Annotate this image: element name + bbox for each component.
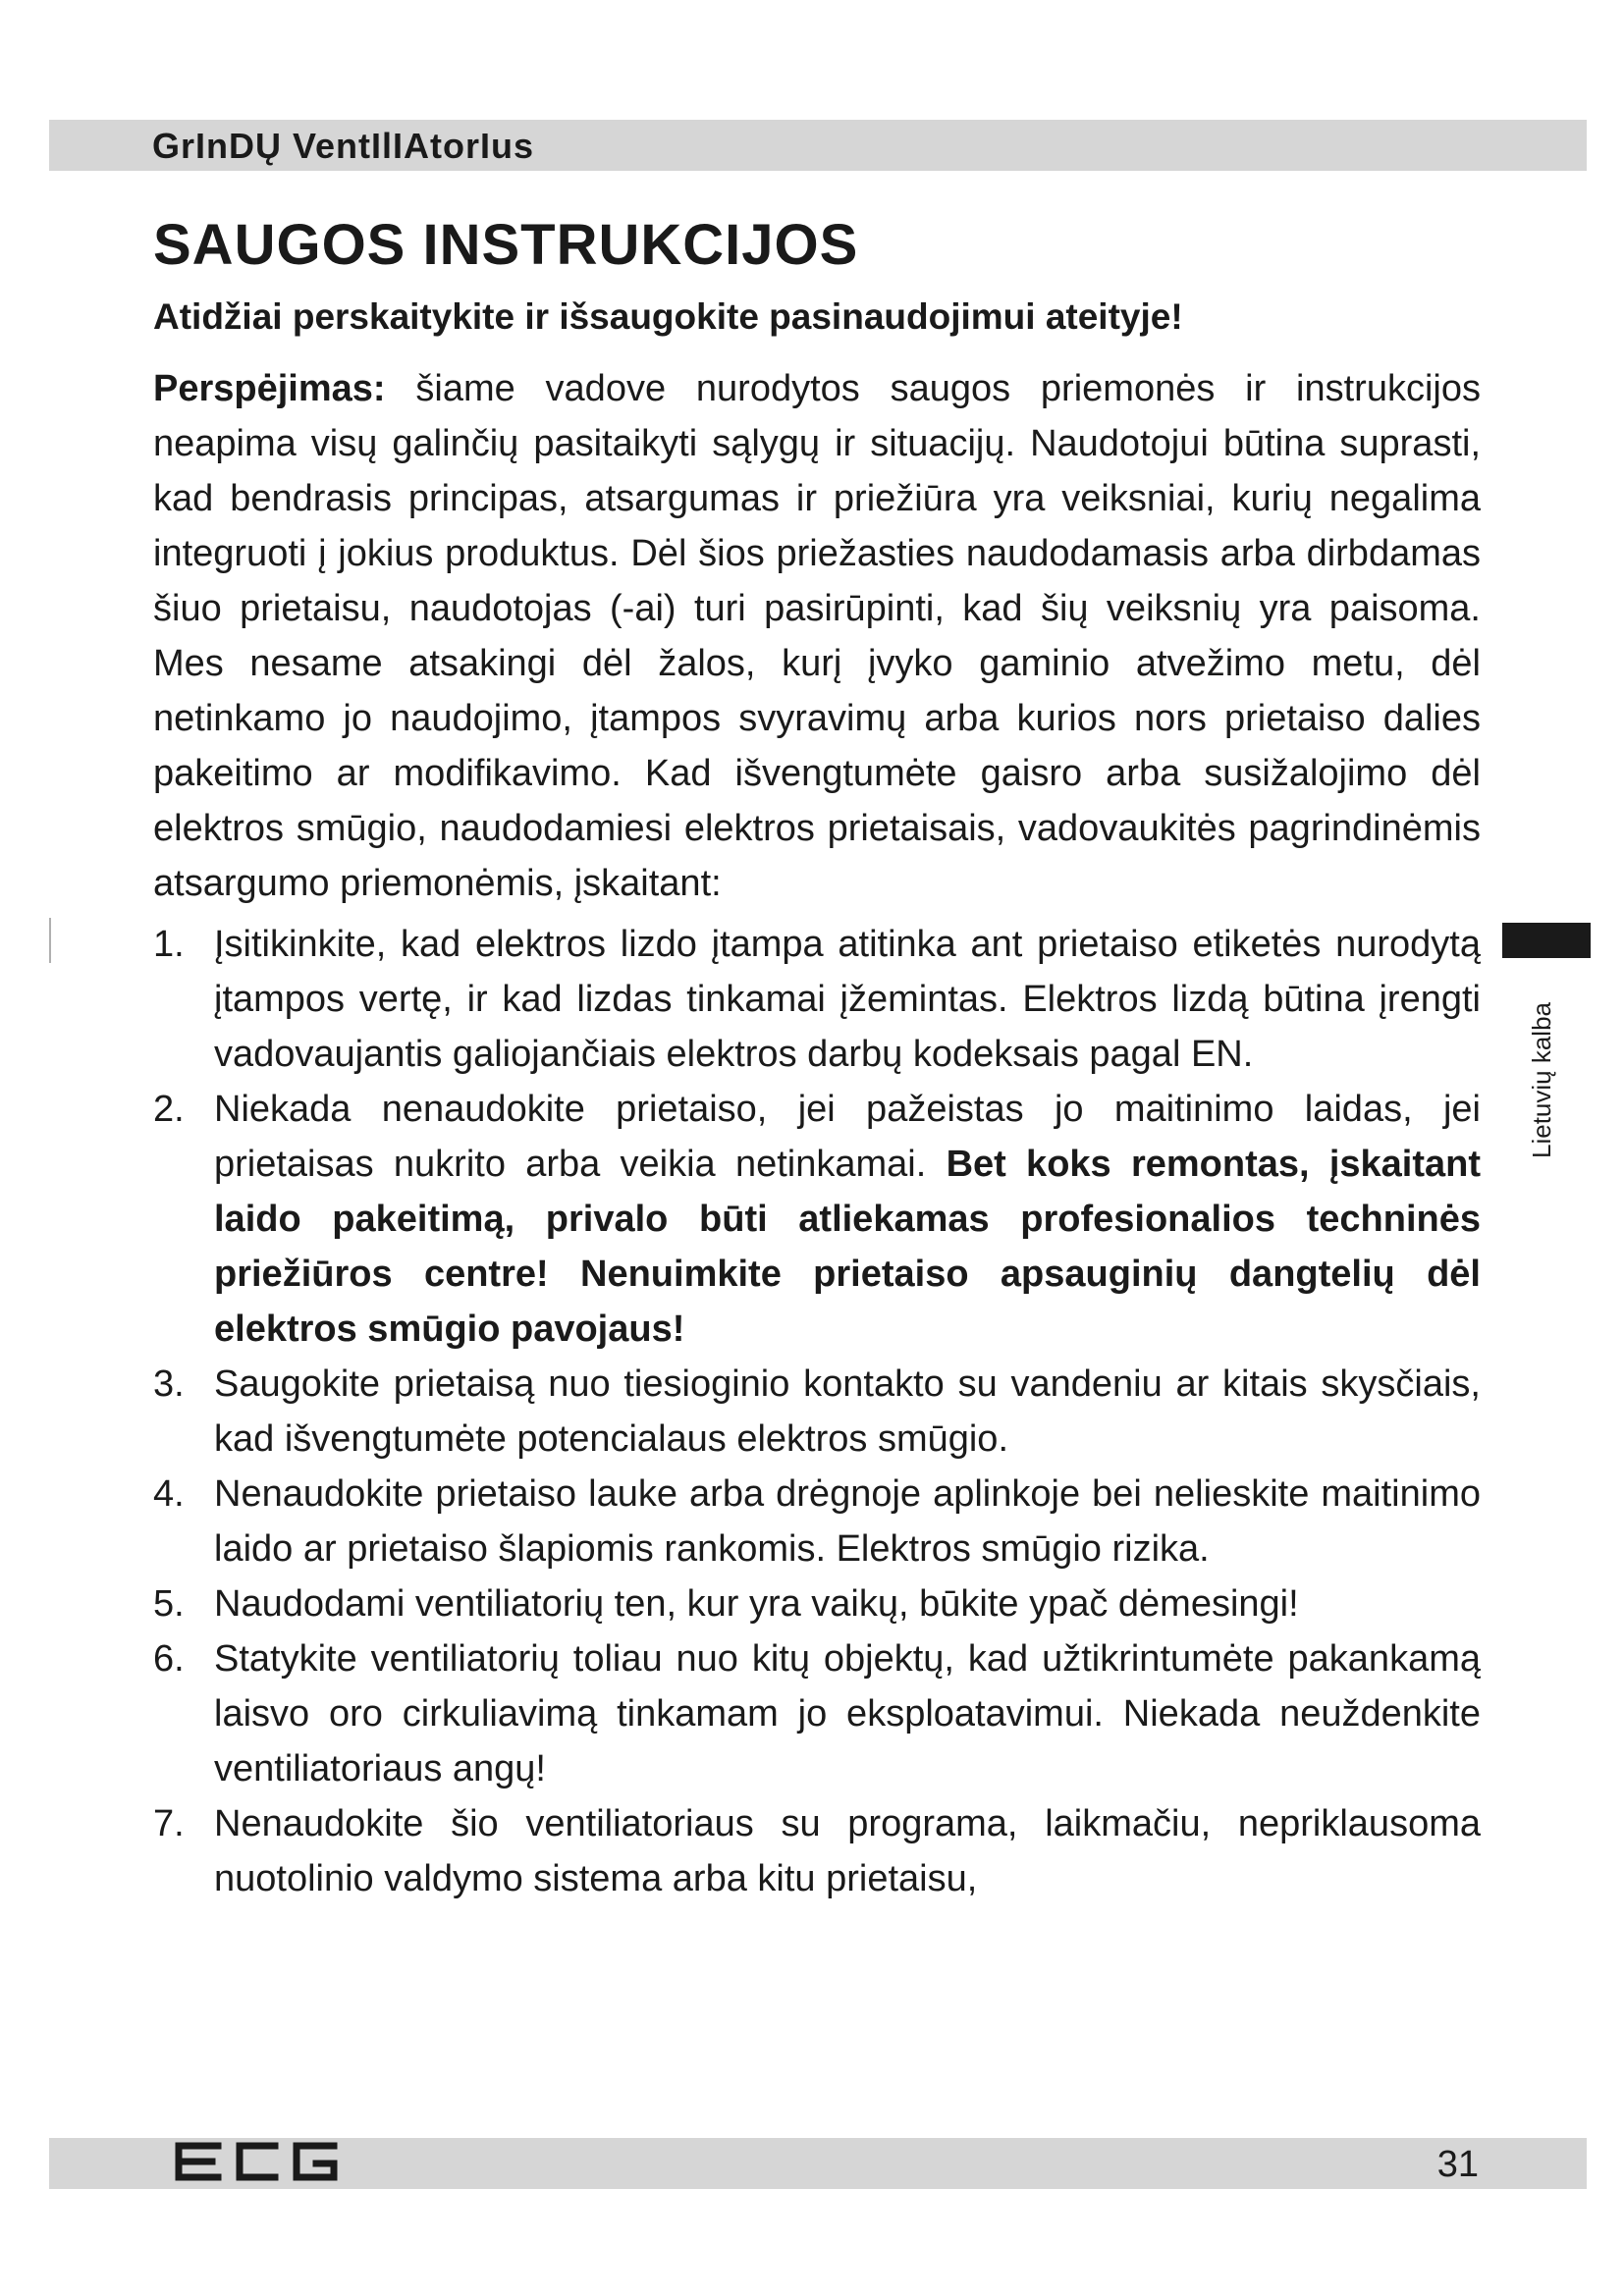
page-subtitle: Atidžiai perskaitykite ir išsaugokite pasinaudojimui ateityje!	[153, 295, 1183, 337]
page-title: SAUGOS INSTRUKCIJOS	[153, 213, 859, 277]
safety-list	[153, 917, 1481, 1906]
list-item	[153, 1357, 1481, 1467]
list-item	[153, 1576, 1481, 1631]
list-item-plain-text: Niekada nenaudokite prietaiso, jei pažeistas jo maitinimo laidas, jei prietaisas nukrito arba veikia netinkamai.	[214, 1089, 1481, 1186]
list-item-number: 7.	[153, 1803, 185, 1845]
list-item-text: Statykite ventiliatorių toliau nuo kitų objektų, kad užtikrintumėte pakankamą laisvo oro cirkuliavimą tinkamam jo eksploatavimui. Niekada neuždenkite ventiliatoriaus angų!	[214, 1638, 1481, 1790]
list-item-number: 2.	[153, 1089, 185, 1131]
header-title: GrInDŲ VentIlIAtorIus	[152, 126, 535, 166]
warning-paragraph	[153, 361, 1481, 911]
language-tab-marker	[1502, 923, 1591, 958]
list-item-text: Įsitikinkite, kad elektros lizdo įtampa atitinka ant prietaiso etiketės nurodytą įtampos vertę, ir kad lizdas tinkamai įžemintas. Elektros lizdą būtina įrengti vadovaujantis galiojančiais elektros darbų kodeksais pagal EN.	[214, 924, 1481, 1076]
footer-bar	[49, 2138, 1587, 2189]
list-item-number: 3.	[153, 1363, 185, 1406]
list-item-text	[214, 1082, 1481, 1357]
list-item-text: Saugokite prietaisą nuo tiesioginio kontakto su vandeniu ar kitais skysčiais, kad išvengtumėte potencialaus elektros smūgio.	[214, 1363, 1481, 1461]
list-item	[153, 1796, 1481, 1906]
margin-mark	[49, 918, 51, 963]
list-item-text: Naudodami ventiliatorių ten, kur yra vaikų, būkite ypač dėmesingi!	[214, 1583, 1299, 1626]
list-item-text: Nenaudokite prietaiso lauke arba drėgnoje aplinkoje bei nelieskite maitinimo laido ar prietaiso šlapiomis rankomis. Elektros smūgio rizika.	[214, 1473, 1481, 1571]
list-item	[153, 1467, 1481, 1576]
main-content	[153, 214, 1481, 1906]
list-item-number: 6.	[153, 1638, 185, 1681]
list-item-bold-text: Bet koks remontas, įskaitant laido pakeitimą, privalo būti atliekamas profesionalios techninės priežiūros centre! Nenuimkite prietaiso apsauginių dangtelių dėl elektros smūgio pavojaus!	[214, 1144, 1481, 1351]
list-item-number: 1.	[153, 924, 185, 966]
list-item-number: 4.	[153, 1473, 185, 1516]
warning-label: Perspėjimas:	[153, 368, 386, 410]
language-label: Lietuvių kalba	[1527, 1002, 1556, 1158]
list-item	[153, 917, 1481, 1082]
list-item-number: 5.	[153, 1583, 185, 1626]
page-number: 31	[1436, 2144, 1479, 2185]
list-item	[153, 1631, 1481, 1796]
header-bar	[49, 120, 1587, 171]
ecg-logo-icon	[173, 2138, 340, 2185]
warning-text: šiame vadove nurodytos saugos priemonės ir instrukcijos neapima visų galinčių pasitaikyti sąlygų ir situacijų. Naudotojui būtina suprasti, kad bendrasis principas, atsargumas ir priežiūra yra veiksniai, kurių negalima integruoti į jokius produktus. Dėl šios priežasties naudodamasis arba dirbdamas šiuo prietaisu, naudotojas (-ai) turi pasirūpinti, kad šių veiksnių yra paisoma. Mes nesame atsakingi dėl žalos, kurį įvyko gaminio atvežimo metu, dėl netinkamo jo naudojimo, įtampos svyravimų arba kurios nors prietaiso dalies pakeitimo ar modifikavimo. Kad išvengtumėte gaisro arba susižalojimo dėl elektros smūgio, naudodamiesi elektros prietaisais, vadovaukitės pagrindinėmis atsargumo priemonėmis, įskaitant:	[153, 368, 1481, 905]
list-item	[153, 1082, 1481, 1357]
list-item-text: Nenaudokite šio ventiliatoriaus su programa, laikmačiu, nepriklausoma nuotolinio valdymo sistema arba kitu prietaisu,	[214, 1803, 1481, 1900]
